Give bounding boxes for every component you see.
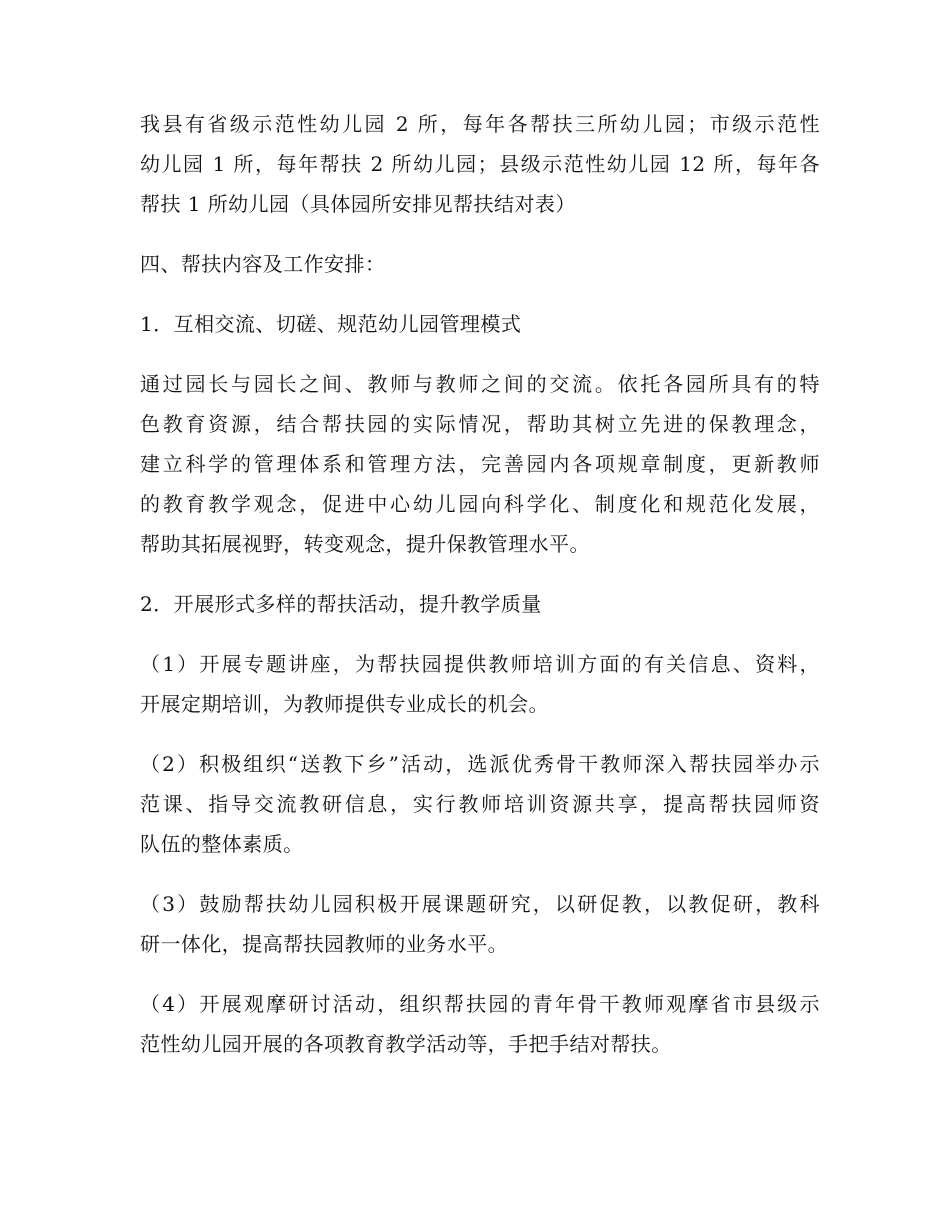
text-line: 幼儿园 1 所，每年帮扶 2 所幼儿园；县级示范性幼儿园 12 所，每年各 xyxy=(140,152,820,176)
text-line: 队伍的整体素质。 xyxy=(140,832,304,856)
text-line: 建立科学的管理体系和管理方法，完善园内各项规章制度，更新教师 xyxy=(140,452,820,476)
subsection-heading: 1．互相交流、切磋、规范幼儿园管理模式 xyxy=(140,312,522,336)
text-line: 范课、指导交流教研信息，实行教师培训资源共享，提高帮扶园师资 xyxy=(140,792,820,816)
text-line: （2）积极组织“送教下乡”活动，选派优秀骨干教师深入帮扶园举办示 xyxy=(140,752,820,776)
text-line: （1）开展专题讲座，为帮扶园提供教师培训方面的有关信息、资料， xyxy=(140,652,820,676)
text-line: 范性幼儿园开展的各项教育教学活动等，手把手结对帮扶。 xyxy=(140,1032,672,1056)
section-heading: 四、帮扶内容及工作安排： xyxy=(140,252,386,276)
text-line: 帮助其拓展视野，转变观念，提升保教管理水平。 xyxy=(140,532,590,556)
subsection-heading: 2．开展形式多样的帮扶活动，提升教学质量 xyxy=(140,592,542,616)
text-line: 开展定期培训，为教师提供专业成长的机会。 xyxy=(140,692,549,716)
text-line: 的教育教学观念，促进中心幼儿园向科学化、制度化和规范化发展， xyxy=(140,492,820,516)
text-line: 色教育资源，结合帮扶园的实际情况，帮助其树立先进的保教理念， xyxy=(140,412,820,436)
text-line: 帮扶 1 所幼儿园（具体园所安排见帮扶结对表） xyxy=(140,192,576,216)
text-line: （4）开展观摩研讨活动，组织帮扶园的青年骨干教师观摩省市县级示 xyxy=(140,992,820,1016)
text-line: 通过园长与园长之间、教师与教师之间的交流。依托各园所具有的特 xyxy=(140,372,820,396)
text-line: 研一体化，提高帮扶园教师的业务水平。 xyxy=(140,932,509,956)
text-line: （3）鼓励帮扶幼儿园积极开展课题研究，以研促教，以教促研，教科 xyxy=(140,892,820,916)
text-line: 我县有省级示范性幼儿园 2 所，每年各帮扶三所幼儿园；市级示范性 xyxy=(140,112,820,136)
